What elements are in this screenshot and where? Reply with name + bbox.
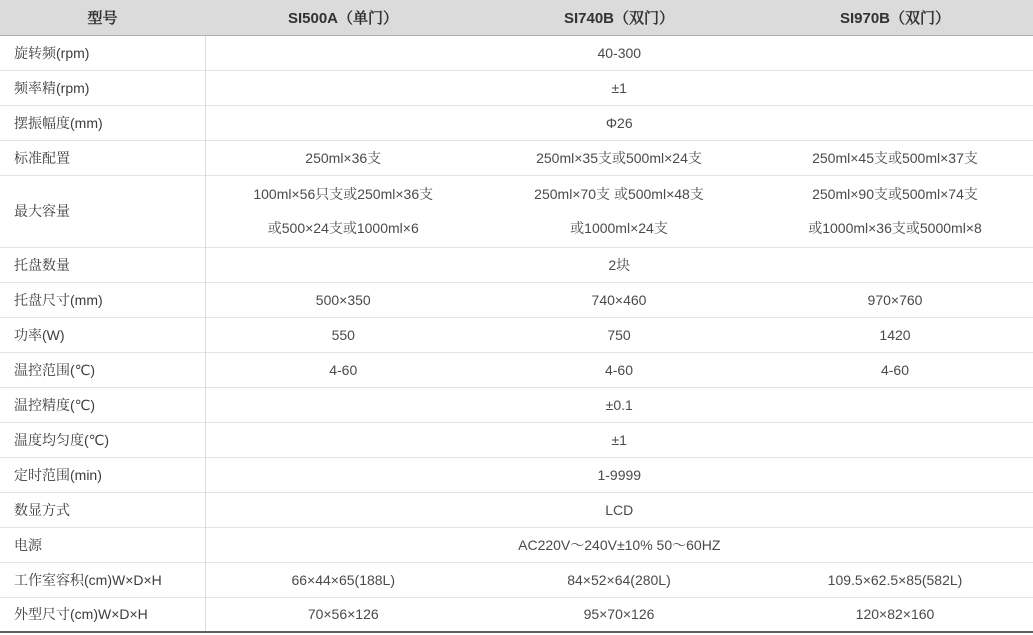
cell-value: 4-60 bbox=[757, 352, 1033, 387]
table-row bbox=[0, 562, 1033, 597]
table-body bbox=[0, 35, 1033, 632]
cell-value: 500×350 bbox=[205, 282, 481, 317]
cell-value-line: 或1000ml×24支 bbox=[570, 220, 668, 236]
cell-value: ±1 bbox=[205, 70, 1033, 105]
table-row bbox=[0, 105, 1033, 140]
cell-value: 120×82×160 bbox=[757, 597, 1033, 632]
cell-value: ±1 bbox=[205, 422, 1033, 457]
cell-value-line: 100ml×56只支或250ml×36支 bbox=[253, 186, 434, 202]
cell-value: 4-60 bbox=[205, 352, 481, 387]
cell-value: 1420 bbox=[757, 317, 1033, 352]
row-label: 功率(W) bbox=[0, 317, 205, 352]
cell-value bbox=[757, 175, 1033, 247]
table-row bbox=[0, 247, 1033, 282]
row-label: 最大容量 bbox=[0, 175, 205, 247]
table-row bbox=[0, 597, 1033, 632]
cell-value: 84×52×64(280L) bbox=[481, 562, 757, 597]
cell-value: 109.5×62.5×85(582L) bbox=[757, 562, 1033, 597]
row-label: 摆振幅度(mm) bbox=[0, 105, 205, 140]
row-label: 标准配置 bbox=[0, 140, 205, 175]
cell-value bbox=[205, 175, 481, 247]
table-row bbox=[0, 282, 1033, 317]
cell-value: 750 bbox=[481, 317, 757, 352]
row-label: 温控范围(℃) bbox=[0, 352, 205, 387]
table-row bbox=[0, 70, 1033, 105]
column-header: SI970B（双门） bbox=[757, 0, 1033, 35]
row-label: 电源 bbox=[0, 527, 205, 562]
cell-value: 70×56×126 bbox=[205, 597, 481, 632]
cell-value-line: 250ml×70支 或500ml×48支 bbox=[534, 186, 704, 202]
row-label: 旋转频(rpm) bbox=[0, 35, 205, 70]
cell-value: 1-9999 bbox=[205, 457, 1033, 492]
table-row bbox=[0, 317, 1033, 352]
cell-value: 970×760 bbox=[757, 282, 1033, 317]
table-row bbox=[0, 175, 1033, 247]
table-row bbox=[0, 140, 1033, 175]
cell-value: 95×70×126 bbox=[481, 597, 757, 632]
cell-value: ±0.1 bbox=[205, 387, 1033, 422]
cell-value: LCD bbox=[205, 492, 1033, 527]
table-row bbox=[0, 457, 1033, 492]
cell-value-line: 或500×24支或1000ml×6 bbox=[267, 220, 419, 236]
table-row bbox=[0, 527, 1033, 562]
row-label: 数显方式 bbox=[0, 492, 205, 527]
row-label: 温控精度(℃) bbox=[0, 387, 205, 422]
cell-value: 250ml×45支或500ml×37支 bbox=[757, 140, 1033, 175]
column-header: SI740B（双门） bbox=[481, 0, 757, 35]
row-label: 外型尺寸(cm)W×D×H bbox=[0, 597, 205, 632]
cell-value: Φ26 bbox=[205, 105, 1033, 140]
row-label: 托盘尺寸(mm) bbox=[0, 282, 205, 317]
table-row bbox=[0, 352, 1033, 387]
row-label: 频率精(rpm) bbox=[0, 70, 205, 105]
row-label: 温度均匀度(℃) bbox=[0, 422, 205, 457]
row-label: 托盘数量 bbox=[0, 247, 205, 282]
column-header: SI500A（单门） bbox=[205, 0, 481, 35]
table-row bbox=[0, 492, 1033, 527]
cell-value: 740×460 bbox=[481, 282, 757, 317]
cell-value: 2块 bbox=[205, 247, 1033, 282]
row-label: 定时范围(min) bbox=[0, 457, 205, 492]
table-row bbox=[0, 35, 1033, 70]
header-row bbox=[0, 0, 1033, 35]
cell-value: 250ml×35支或500ml×24支 bbox=[481, 140, 757, 175]
cell-value: AC220V～240V±10% 50～60HZ bbox=[205, 527, 1033, 562]
table-row bbox=[0, 422, 1033, 457]
cell-value-line: 或1000ml×36支或5000ml×8 bbox=[808, 220, 982, 236]
cell-value: 550 bbox=[205, 317, 481, 352]
cell-value: 4-60 bbox=[481, 352, 757, 387]
table-row bbox=[0, 387, 1033, 422]
cell-value bbox=[481, 175, 757, 247]
cell-value: 250ml×36支 bbox=[205, 140, 481, 175]
row-label: 工作室容积(cm)W×D×H bbox=[0, 562, 205, 597]
column-header-model: 型号 bbox=[0, 0, 205, 35]
cell-value: 40-300 bbox=[597, 44, 642, 61]
cell-value-line: 250ml×90支或500ml×74支 bbox=[812, 186, 978, 202]
cell-value: 66×44×65(188L) bbox=[205, 562, 481, 597]
